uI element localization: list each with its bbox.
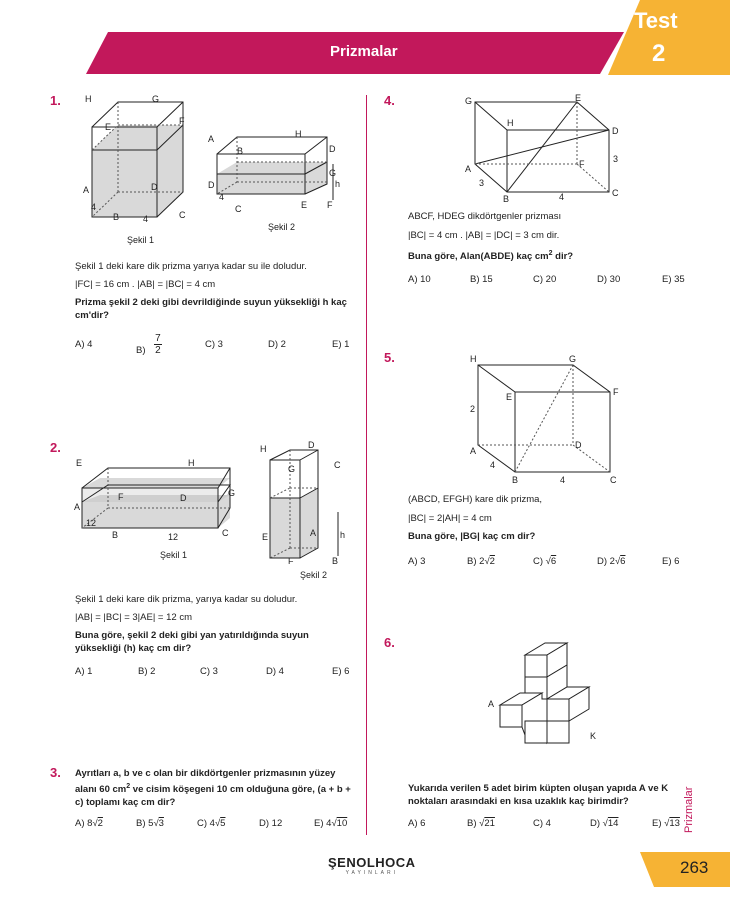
- q3-option-c-radicand: 5: [220, 818, 226, 829]
- svg-text:H: H: [188, 458, 195, 468]
- svg-text:C: C: [235, 204, 242, 214]
- q3-option-a-label: A) 8: [75, 818, 93, 829]
- q1-text2: |FC| = 16 cm . |AB| = |BC| = 4 cm: [75, 279, 216, 290]
- q1-number: 1.: [50, 93, 61, 108]
- q2-fig1-caption: Şekil 1: [160, 550, 188, 560]
- svg-text:A: A: [208, 134, 215, 144]
- svg-text:B: B: [332, 556, 339, 566]
- q1-figure: [75, 92, 355, 250]
- svg-text:F: F: [579, 159, 585, 169]
- q2-option-d[interactable]: D) 4: [266, 666, 284, 677]
- svg-text:B: B: [112, 530, 119, 540]
- q1-option-a[interactable]: A) 4: [75, 339, 93, 350]
- svg-text:E: E: [575, 93, 582, 103]
- q5-option-c-radicand: 6: [550, 556, 557, 567]
- svg-text:A: A: [310, 528, 317, 538]
- q3-option-e-radicand: 10: [336, 818, 348, 829]
- q6-option-d[interactable]: D) √14: [590, 818, 619, 829]
- svg-text:E: E: [105, 122, 112, 132]
- svg-text:C: C: [612, 188, 619, 198]
- svg-text:E: E: [506, 392, 513, 402]
- q2-option-c[interactable]: C) 3: [200, 666, 218, 677]
- q1-fig1-caption: Şekil 1: [127, 235, 155, 245]
- q3-option-e[interactable]: E) 4√10: [314, 818, 348, 829]
- svg-text:H: H: [85, 94, 92, 104]
- header-banner: [0, 0, 730, 80]
- page-title: Prizmalar: [330, 43, 398, 60]
- q4-option-a[interactable]: A) 10: [408, 274, 431, 285]
- q2-text2: |AB| = |BC| = 3|AE| = 12 cm: [75, 612, 192, 623]
- svg-text:A: A: [83, 185, 90, 195]
- brand-sub: YAYINLARI: [345, 870, 398, 876]
- svg-text:E: E: [262, 532, 269, 542]
- svg-text:4: 4: [560, 475, 566, 485]
- svg-text:3: 3: [613, 154, 619, 164]
- q6-option-e-label: E): [652, 818, 662, 829]
- svg-text:G: G: [329, 168, 337, 178]
- brand-name: ŞENOLHOCA: [328, 855, 416, 870]
- q3-option-c[interactable]: C) 4√5: [197, 818, 226, 829]
- q4-text1: ABCF, HDEG dikdörtgenler prizması: [408, 211, 562, 222]
- svg-text:D: D: [151, 182, 158, 192]
- q5-option-a[interactable]: A) 3: [408, 556, 426, 567]
- svg-text:D: D: [329, 144, 336, 154]
- q1-option-b[interactable]: [136, 333, 162, 356]
- column-divider: [366, 95, 367, 835]
- svg-text:12: 12: [86, 518, 97, 528]
- svg-text:12: 12: [168, 532, 179, 542]
- q5-figure: [460, 350, 630, 490]
- q6-option-b-label: B): [467, 818, 477, 829]
- q2-fig2-caption: Şekil 2: [300, 570, 328, 580]
- q4-question-part1: Buna göre, Alan(ABDE) kaç cm: [408, 251, 549, 263]
- q5-option-d-label: D) 2: [597, 556, 615, 567]
- svg-text:A: A: [488, 699, 495, 709]
- q5-text1: (ABCD, EFGH) kare dik prizma,: [408, 494, 543, 505]
- svg-text:B: B: [512, 475, 519, 485]
- q2-option-e[interactable]: E) 6: [332, 666, 350, 677]
- q3-option-a-radicand: 2: [97, 818, 103, 829]
- q5-option-d[interactable]: D) 2√6: [597, 556, 626, 567]
- q6-option-e[interactable]: E) √13: [652, 818, 680, 829]
- test-number: 2: [652, 40, 666, 67]
- q4-question-part2: dir?: [552, 251, 574, 263]
- svg-text:B: B: [237, 146, 244, 156]
- svg-text:D: D: [612, 126, 619, 136]
- q6-figure: [480, 635, 630, 765]
- svg-text:G: G: [228, 488, 236, 498]
- svg-text:E: E: [301, 200, 308, 210]
- q4-text2: |BC| = 4 cm . |AB| = |DC| = 3 cm dir.: [408, 230, 560, 241]
- q3-option-b[interactable]: B) 5√3: [136, 818, 164, 829]
- q6-option-b[interactable]: B) √21: [467, 818, 495, 829]
- svg-text:G: G: [569, 354, 577, 364]
- svg-text:F: F: [327, 200, 333, 210]
- q5-text2: |BC| = 2|AH| = 4 cm: [408, 513, 492, 524]
- q2-option-b[interactable]: B) 2: [138, 666, 156, 677]
- q6-option-c[interactable]: C) 4: [533, 818, 551, 829]
- svg-text:K: K: [590, 731, 597, 741]
- svg-text:F: F: [613, 387, 619, 397]
- q3-option-e-label: E) 4: [314, 818, 332, 829]
- svg-text:C: C: [222, 528, 229, 538]
- svg-text:h: h: [340, 530, 346, 540]
- svg-text:F: F: [179, 116, 185, 126]
- q5-option-e[interactable]: E) 6: [662, 556, 680, 567]
- q5-option-b-label: B) 2: [467, 556, 485, 567]
- q4-option-d[interactable]: D) 30: [597, 274, 621, 285]
- q6-question: Yukarıda verilen 5 adet birim küpten oluşan yapıda A ve K noktaları arasındaki en kısa uzaklık kaç birimdir?: [408, 783, 669, 807]
- svg-text:4: 4: [490, 460, 496, 470]
- q1-text1: Şekil 1 deki kare dik prizma yarıya kadar su ile doludur.: [75, 261, 307, 272]
- q1-question: Prizma şekil 2 deki gibi devrildiğinde suyun yüksekliği h kaç cm'dir?: [75, 297, 347, 321]
- svg-text:G: G: [465, 96, 473, 106]
- q1-option-b-fraction: [154, 333, 162, 356]
- svg-text:A: A: [74, 502, 81, 512]
- q5-option-b-radicand: 2: [489, 556, 495, 567]
- q5-number: 5.: [384, 350, 395, 365]
- svg-text:F: F: [288, 556, 294, 566]
- q6-number: 6.: [384, 635, 395, 650]
- svg-text:H: H: [260, 444, 267, 454]
- q4-option-e[interactable]: E) 35: [662, 274, 685, 285]
- svg-text:B: B: [503, 194, 510, 204]
- svg-text:A: A: [470, 446, 477, 456]
- q6-option-b-radicand: 21: [484, 818, 495, 829]
- q6-option-a[interactable]: A) 6: [408, 818, 426, 829]
- q1-option-b-numerator: 7: [155, 333, 161, 344]
- q5-option-c-label: C): [533, 556, 544, 567]
- q4-question: [408, 247, 573, 263]
- svg-text:4: 4: [143, 214, 149, 224]
- q3-option-d[interactable]: D) 12: [259, 818, 283, 829]
- svg-text:4: 4: [219, 192, 225, 202]
- svg-text:H: H: [507, 118, 514, 128]
- svg-text:C: C: [334, 460, 341, 470]
- q3-option-b-label: B) 5: [136, 818, 154, 829]
- q4-option-c[interactable]: C) 20: [533, 274, 557, 285]
- q3-question: [75, 767, 353, 809]
- q2-option-a[interactable]: A) 1: [75, 666, 93, 677]
- svg-text:G: G: [288, 464, 296, 474]
- q2-number: 2.: [50, 440, 61, 455]
- q1-option-d[interactable]: D) 2: [268, 339, 286, 350]
- q2-figure: [70, 440, 360, 585]
- svg-text:C: C: [179, 210, 186, 220]
- q5-option-c[interactable]: C) √6: [533, 556, 557, 567]
- q3-option-b-radicand: 3: [158, 818, 164, 829]
- svg-text:D: D: [180, 493, 187, 503]
- q3-number: 3.: [50, 765, 61, 780]
- svg-text:h: h: [335, 179, 341, 189]
- q3-option-a[interactable]: A) 8√2: [75, 818, 103, 829]
- svg-text:4: 4: [91, 202, 97, 212]
- svg-text:B: B: [113, 212, 120, 222]
- q2-text1: Şekil 1 deki kare dik prizma, yarıya kadar su doludur.: [75, 594, 298, 605]
- q2-question: Buna göre, şekil 2 deki gibi yan yatırıldığında suyun yüksekliği (h) kaç cm dir?: [75, 630, 309, 654]
- svg-text:3: 3: [479, 178, 485, 188]
- q6-option-d-radicand: 14: [607, 818, 619, 829]
- svg-text:D: D: [308, 440, 315, 450]
- svg-text:4: 4: [559, 192, 565, 202]
- q3-question-part2: ve cisim köşegeni 10 cm olduğuna göre, (a + b + c) toplamı kaç cm dir?: [75, 784, 351, 809]
- q5-option-d-radicand: 6: [620, 556, 626, 567]
- q4-question-sup: 2: [548, 250, 553, 257]
- svg-text:D: D: [208, 180, 215, 190]
- q3-question-sup: 2: [126, 783, 131, 790]
- svg-text:H: H: [295, 129, 302, 139]
- q3-option-c-label: C) 4: [197, 818, 215, 829]
- q1-option-b-label: B): [136, 345, 146, 357]
- q4-number: 4.: [384, 93, 395, 108]
- q1-option-b-denominator: 2: [155, 345, 161, 356]
- test-label: Test: [634, 8, 678, 33]
- q5-option-b[interactable]: B) 2√2: [467, 556, 495, 567]
- svg-text:A: A: [465, 164, 472, 174]
- brand-logo: [328, 855, 416, 876]
- svg-text:C: C: [610, 475, 617, 485]
- q5-question: Buna göre, |BG| kaç cm dir?: [408, 531, 536, 542]
- q1-fig2-caption: Şekil 2: [268, 222, 296, 232]
- side-label: Prizmalar: [683, 786, 695, 833]
- q4-figure: [455, 92, 635, 207]
- q3-question-part1: Ayrıtları a, b ve c olan bir dikdörtgenler prizmasının yüzey alanı 60 cm: [75, 768, 336, 796]
- svg-text:G: G: [152, 94, 160, 104]
- svg-text:D: D: [575, 440, 582, 450]
- q1-option-c[interactable]: C) 3: [205, 339, 223, 350]
- svg-text:2: 2: [470, 404, 476, 414]
- q6-option-e-radicand: 13: [669, 818, 680, 829]
- q4-option-b[interactable]: B) 15: [470, 274, 493, 285]
- svg-text:E: E: [76, 458, 83, 468]
- svg-text:H: H: [470, 354, 477, 364]
- q1-option-e[interactable]: E) 1: [332, 339, 350, 350]
- svg-text:F: F: [118, 492, 124, 502]
- page-number: 263: [680, 858, 709, 877]
- q6-option-d-label: D): [590, 818, 601, 829]
